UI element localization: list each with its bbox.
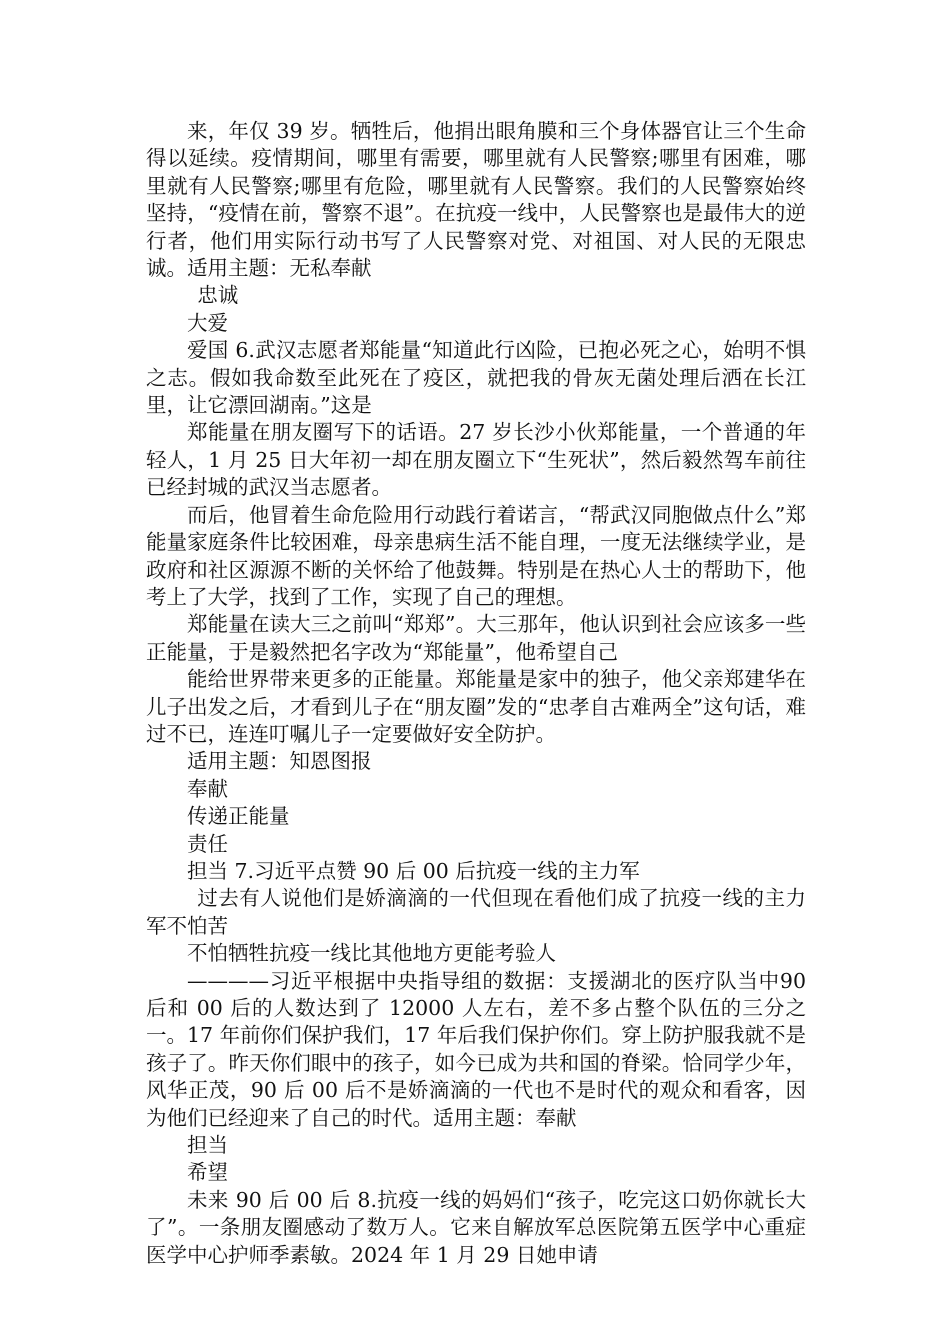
theme-tag-responsibility: 责任	[187, 831, 228, 856]
theme-tag-gratitude: 适用主题：知恩图报	[187, 749, 372, 774]
paragraph-section-8-mothers: 未来 90 后 00 后 8.抗疫一线的妈妈们“孩子，吃完这口奶你就长大了”。一条朋友圈感动了数万人。它来自解放军总医院第五医学中心重症医学中心护师季素敏。2024 年 1 月 29 日她申请	[146, 1187, 806, 1267]
paragraph-police-dedication: 来，年仅 39 岁。牺牲后，他捐出眼角膜和三个身体器官让三个生命得以延续。疫情期间，哪里有需要，哪里就有人民警察;哪里有困难，哪里就有人民警察;哪里有危险，哪里就有人民警察。我们的人民警察始终坚持，“疫情在前，警察不退”。在抗疫一线中，人民警察也是最伟大的逆行者，他们用实际行动书写了人民警察对党、对祖国、对人民的无限忠诚。适用主题：无私奉献	[146, 119, 806, 281]
paragraph-zheng-moments-post: 郑能量在朋友圈写下的话语。27 岁长沙小伙郑能量，一个普通的年轻人，1 月 25 日大年初一却在朋友圈立下“生死状”，然后毅然驾车前往已经封城的武汉当志愿者。	[146, 420, 806, 500]
theme-tag-dedication: 奉献	[187, 776, 228, 801]
paragraph-medical-team-data: ————习近平根据中央指导组的数据：支援湖北的医疗队当中90 后和 00 后的人数达到了 12000 人左右，差不多占整个队伍的三分之一。17 年前你们保护我们，17 年后我们保护你们。穿上防护服我就不是孩子了。昨天你们眼中的孩子，如今已成为共和国的脊梁。恰同学少年，风华正茂，90 后 00 后不是娇滴滴的一代也不是时代的观众和看客，因为他们已经迎来了自己的时代。适用主题：奉献	[146, 968, 806, 1130]
paragraph-not-afraid-sacrifice: 不怕牺牲抗疫一线比其他地方更能考验人	[187, 941, 556, 966]
heading-section-7: 担当 7.习近平点赞 90 后 00 后抗疫一线的主力军	[187, 858, 640, 883]
paragraph-zheng-background: 而后，他冒着生命危险用行动践行着诺言，“帮武汉同胞做点什么”郑能量家庭条件比较困难，母亲患病生活不能自理，一度无法继续学业，是政府和社区源源不断的关怀给了他鼓舞。特别是在热心人士的帮助下，他考上了大学，找到了工作，实现了自己的理想。	[146, 502, 806, 609]
paragraph-volunteer-zheng-quote: 爱国 6.武汉志愿者郑能量“知道此行凶险，已抱必死之心，始明不惧之志。假如我命数至此死在了疫区，就把我的骨灰无菌处理后洒在长江里，让它漂回湖南。”这是	[146, 338, 806, 418]
theme-tag-positive-energy: 传递正能量	[187, 804, 290, 829]
paragraph-young-generation-quote: 过去有人说他们是娇滴滴的一代但现在看他们成了抗疫一线的主力军不怕苦	[146, 886, 806, 938]
paragraph-zheng-name-change: 郑能量在读大三之前叫“郑郑”。大三那年，他认识到社会应该多一些正能量，于是毅然把名字改为“郑能量”，他希望自己	[146, 612, 806, 664]
theme-tag-loyalty: 忠诚	[197, 283, 239, 308]
paragraph-zheng-father: 能给世界带来更多的正能量。郑能量是家中的独子，他父亲郑建华在儿子出发之后，才看到儿子在“朋友圈”发的“忠孝自古难两全”这句话，难过不已，连连叮嘱儿子一定要做好安全防护。	[146, 667, 806, 746]
theme-tag-great-love: 大爱	[187, 310, 228, 335]
document-body	[146, 118, 806, 1269]
theme-tag-hope: 希望	[187, 1160, 228, 1185]
theme-tag-commitment: 担当	[187, 1133, 228, 1158]
